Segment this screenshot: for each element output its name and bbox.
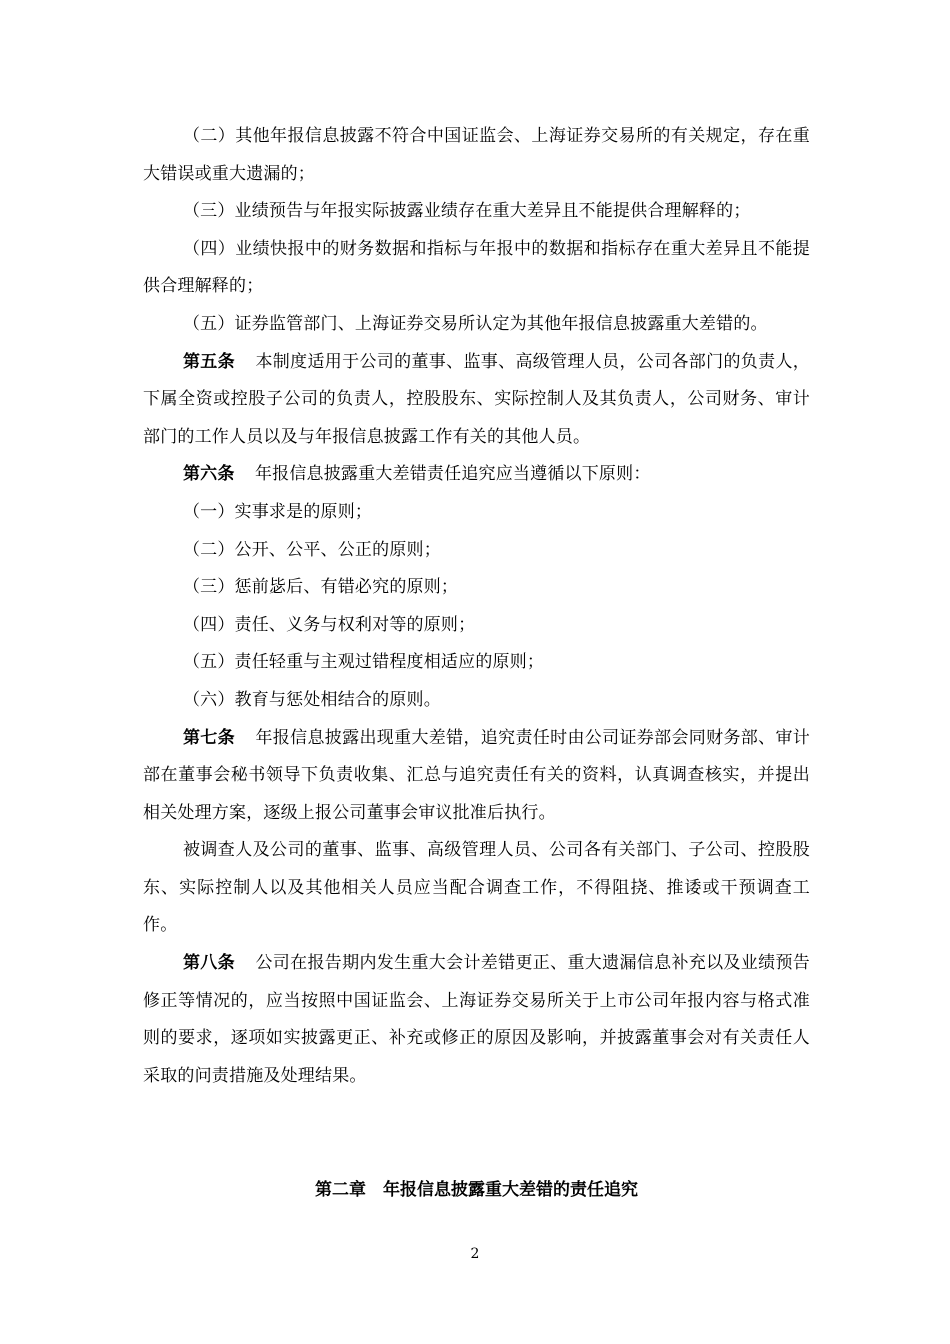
principle-item: （一）实事求是的原则；	[182, 501, 373, 522]
article-8-paragraph: 第八条 公司在报告期内发生重大会计差错更正、重大遗漏信息补充以及业绩预告修正等情况的，应当按照中国证监会、上海证券交易所关于上市公司年报内容与格式准则的要求，逐项如实披露更正、补充或修正的原因及影响，并披露董事会对有关责任人采取的问责措施及处理结果。	[143, 953, 810, 1086]
clause-paragraph: （五）证券监管部门、上海证券交易所认定为其他年报信息披露重大差错的。	[182, 313, 768, 334]
principle-item: （四）责任、义务与权利对等的原则；	[182, 614, 476, 635]
article-label: 第八条	[182, 953, 235, 974]
article-5-paragraph: 第五条 本制度适用于公司的董事、监事、高级管理人员，公司各部门的负责人，下属全资或控股子公司的负责人，控股股东、实际控制人及其负责人，公司财务、审计部门的工作人员以及与年报信息披露工作有关的其他人员。	[143, 351, 810, 447]
article-7-continuation: 被调查人及公司的董事、监事、高级管理人员、公司各有关部门、子公司、控股股东、实际控制人以及其他相关人员应当配合调查工作，不得阻挠、推诿或干预调查工作。	[143, 840, 810, 936]
page-number: 2	[470, 1246, 480, 1262]
principle-item: （二）公开、公平、公正的原则；	[182, 539, 441, 560]
clause-paragraph: （四）业绩快报中的财务数据和指标与年报中的数据和指标存在重大差异且不能提供合理解释的；	[143, 238, 810, 297]
article-label: 第七条	[182, 727, 235, 748]
article-label: 第六条	[182, 464, 235, 485]
principle-item: （六）教育与惩处相结合的原则。	[182, 689, 441, 710]
article-7-paragraph: 第七条 年报信息披露出现重大差错，追究责任时由公司证券部会同财务部、审计部在董事会秘书领导下负责收集、汇总与追究责任有关的资料，认真调查核实，并提出相关处理方案，逐级上报公司董事会审议批准后执行。	[143, 727, 810, 823]
document-body	[143, 118, 810, 1095]
principle-item: （五）责任轻重与主观过错程度相适应的原则；	[182, 652, 545, 673]
article-6-paragraph: 第六条 年报信息披露重大差错责任追究应当遵循以下原则：	[182, 464, 651, 485]
principle-item: （三）惩前毖后、有错必究的原则；	[182, 577, 459, 598]
clause-paragraph: （二）其他年报信息披露不符合中国证监会、上海证券交易所的有关规定，存在重大错误或重大遗漏的；	[143, 126, 810, 184]
chapter-heading: 第二章 年报信息披露重大差错的责任追究	[315, 1180, 638, 1200]
article-label: 第五条	[182, 351, 235, 372]
clause-paragraph: （三）业绩预告与年报实际披露业绩存在重大差异且不能提供合理解释的；	[182, 201, 751, 222]
